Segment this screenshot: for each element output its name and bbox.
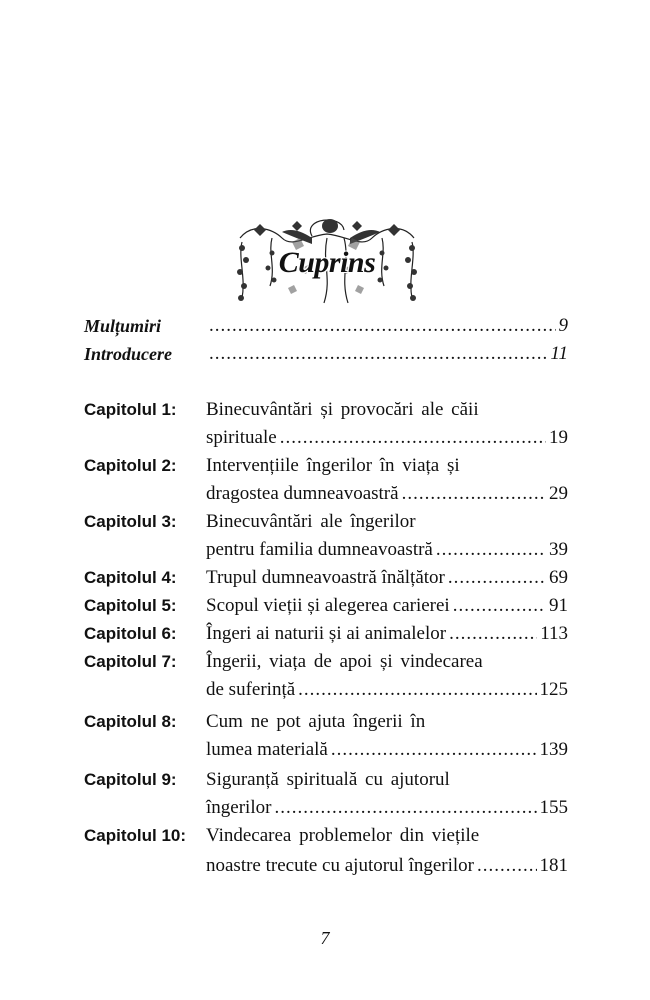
- toc-page-number: 91: [549, 595, 568, 616]
- leader-dots: [402, 479, 546, 509]
- leader-dots: [436, 535, 546, 565]
- toc-entry-chapter: [84, 707, 568, 737]
- leader-dots: [274, 793, 536, 823]
- chapter-label: Capitolul 4:: [84, 568, 177, 587]
- chapter-label: Capitolul 5:: [84, 596, 177, 615]
- toc-entry-chapter-cont: [84, 851, 568, 881]
- chapter-label: Capitolul 1:: [84, 400, 177, 419]
- toc-entry-chapter: [84, 765, 568, 795]
- toc-entry-chapter-cont: [84, 479, 568, 509]
- toc-page-number: 113: [540, 623, 568, 644]
- chapter-title-line: de suferință: [206, 679, 296, 700]
- chapter-label: Capitolul 10:: [84, 826, 187, 845]
- toc-entry-front: [84, 339, 568, 369]
- toc-entry-chapter: [84, 563, 568, 593]
- toc-entry-chapter-cont: [84, 535, 568, 565]
- toc-entry-chapter-cont: [84, 793, 568, 823]
- toc-page-number: 9: [558, 315, 568, 336]
- toc-entry-chapter: [84, 451, 568, 481]
- toc-page-number: 181: [539, 855, 568, 876]
- chapter-label: Capitolul 8:: [84, 712, 177, 731]
- chapter-title-line: dragostea dumneavoastră: [206, 483, 399, 504]
- toc-page-number: 29: [549, 483, 568, 504]
- toc-entry-chapter: [84, 395, 568, 425]
- toc-page-number: 155: [539, 797, 568, 818]
- toc-page-number: 69: [549, 567, 568, 588]
- leader-dots: [280, 423, 546, 453]
- toc-label: Introducere: [84, 344, 173, 364]
- chapter-title-line: Vindecarea problemelor din viețile: [206, 825, 480, 846]
- toc-entry-chapter: [84, 507, 568, 537]
- leader-dots: [298, 675, 536, 705]
- toc-page-number: 39: [549, 539, 568, 560]
- chapter-title-line: Îngerii, viața de apoi și vindecarea: [206, 651, 483, 672]
- chapter-title-line: Binecuvântări ale îngerilor: [206, 511, 416, 532]
- chapter-title-line: lumea materială: [206, 739, 328, 760]
- leader-dots: [331, 735, 537, 765]
- leader-dots: [477, 851, 536, 881]
- chapter-label: Capitolul 2:: [84, 456, 177, 475]
- chapter-title-line: Siguranță spirituală cu ajutorul: [206, 769, 450, 790]
- chapter-title-line: Intervențiile îngerilor în viața și: [206, 455, 460, 476]
- leader-dots: [448, 563, 546, 593]
- chapter-label: Capitolul 9:: [84, 770, 177, 789]
- toc-entry-chapter: [84, 821, 568, 851]
- chapter-label: Capitolul 7:: [84, 652, 177, 671]
- chapter-title-line: Îngeri ai naturii și ai animalelor: [206, 623, 447, 644]
- toc-label: Mulțumiri: [84, 316, 162, 336]
- leader-dots: [449, 619, 537, 649]
- chapter-title-line: spirituale: [206, 427, 277, 448]
- toc-entry-chapter-cont: [84, 423, 568, 453]
- chapter-title-line: îngerilor: [206, 797, 272, 818]
- chapter-title-line: Cum ne pot ajuta îngerii în: [206, 711, 426, 732]
- chapter-label: Capitolul 3:: [84, 512, 177, 531]
- chapter-title-line: noastre trecute cu ajutorul îngerilor: [206, 855, 475, 876]
- leader-dots: [209, 339, 547, 369]
- chapter-title-line: Binecuvântări și provocări ale căii: [206, 399, 479, 420]
- toc-entry-chapter: [84, 647, 568, 677]
- chapter-label: Capitolul 6:: [84, 624, 177, 643]
- toc-page-number: 125: [539, 679, 568, 700]
- leader-dots: [453, 591, 546, 621]
- toc-entry-front: [84, 311, 568, 341]
- chapter-title-line: Trupul dumneavoastră înălțător: [206, 567, 445, 588]
- toc-entry-chapter: [84, 619, 568, 649]
- page-number: 7: [320, 928, 330, 948]
- toc-entry-chapter-cont: [84, 675, 568, 705]
- chapter-title-line: pentru familia dumneavoastră: [206, 539, 433, 560]
- toc-entry-chapter-cont: [84, 735, 568, 765]
- page-title: Cuprins: [278, 246, 376, 279]
- toc-page-number: 11: [550, 343, 568, 364]
- chapter-title-line: Scopul vieții și alegerea carierei: [206, 595, 450, 616]
- toc-page-number: 19: [549, 427, 568, 448]
- toc-page-number: 139: [539, 739, 568, 760]
- toc-entry-chapter: [84, 591, 568, 621]
- leader-dots: [209, 311, 556, 341]
